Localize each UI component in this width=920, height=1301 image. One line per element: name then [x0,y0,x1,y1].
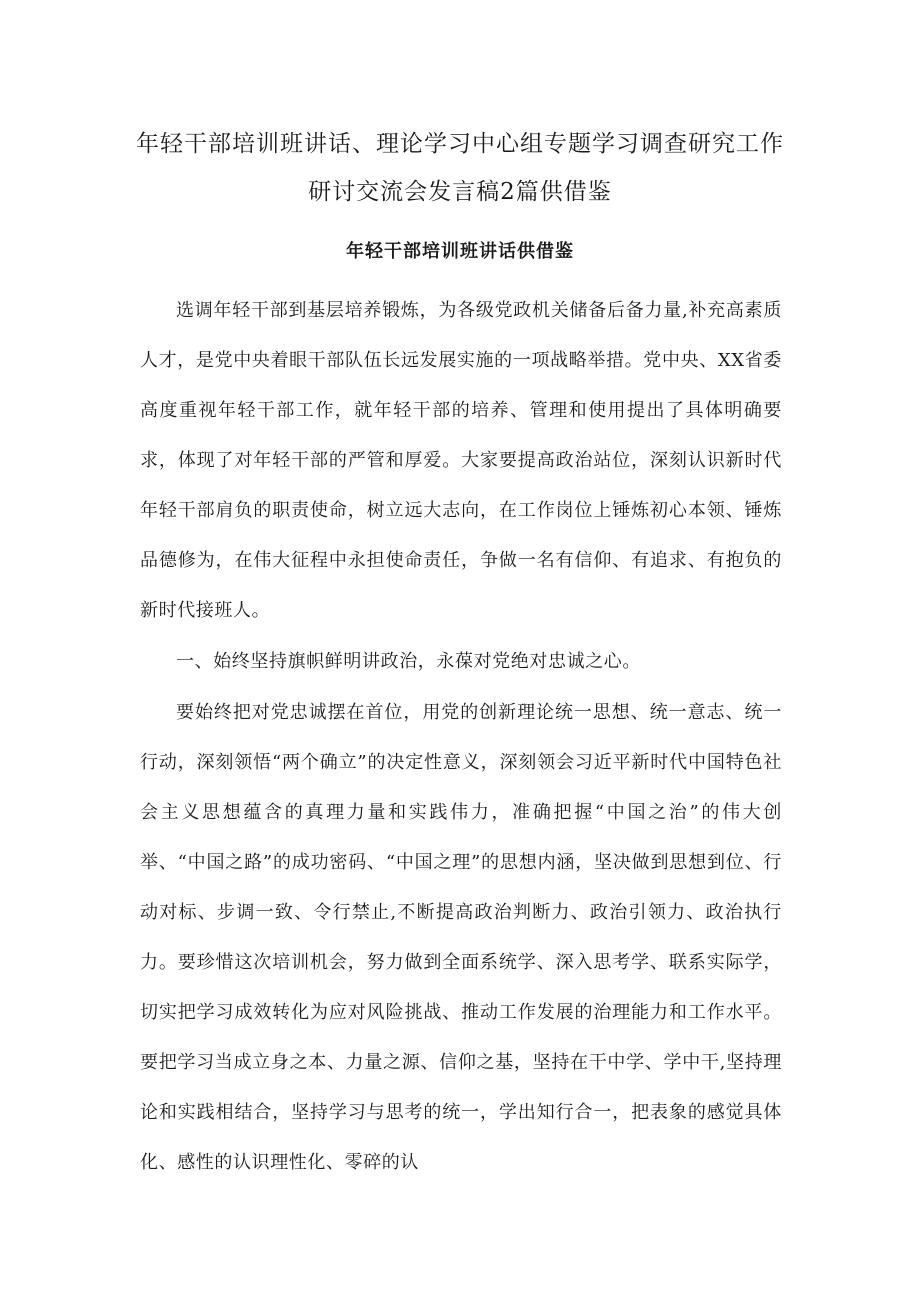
section-heading-1: 一、始终坚持旗帜鲜明讲政治，永葆对党绝对忠诚之心。 [176,651,641,672]
document-subtitle: 年轻干部培训班讲话供借鉴 [346,241,574,262]
body-paragraph-intro: 选调年轻干部到基层培养锻炼，为各级党政机关储备后备力量,补充高素质人才，是党中央着眼干部队伍长远发展实施的一项战略举措。党中央、XX省委高度重视年轻干部工作，就年轻干部的培养、管理和使用提出了具体明确要求，体现了对年轻干部的严管和厚爱。大家要提高政治站位，深刻认识新时代年轻干部肩负的职责使命，树立远大志向，在工作岗位上锤炼初心本领、锤炼品德修为，在伟大征程中永担使命责任，争做一名有信仰、有追求、有抱负的新时代接班人。 [140,300,782,621]
body-paragraph-section-1: 要始终把对党忠诚摆在首位，用党的创新理论统一思想、统一意志、统一行动，深刻领悟“两个确立”的决定性意义，深刻领会习近平新时代中国特色社会主义思想蕴含的真理力量和实践伟力，准确把握“中国之治”的伟大创举、“中国之路”的成功密码、“中国之理”的思想内涵，坚决做到思想到位、行动对标、步调一致、令行禁止,不断提高政治判断力、政治引领力、政治执行力。要珍惜这次培训机会，努力做到全面系统学、深入思考学、联系实际学，切实把学习成效转化为应对风险挑战、推动工作发展的治理能力和工作水平。要把学习当成立身之本、力量之源、信仰之基，坚持在干中学、学中干,坚持理论和实践相结合，坚持学习与思考的统一，学出知行合一，把表象的感觉具体化、感性的认识理性化、零碎的认 [140,702,782,1173]
document-title: 年轻干部培训班讲话、理论学习中心组专题学习调查研究工作研讨交流会发言稿2篇供借鉴 [136,131,784,205]
